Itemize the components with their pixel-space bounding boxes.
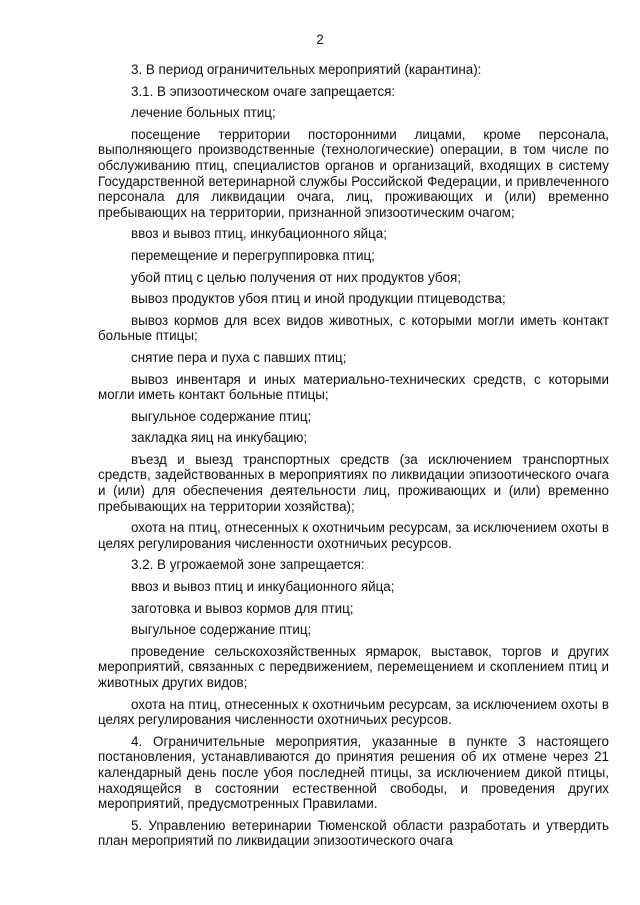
paragraph-item: проведение сельскохозяйственных ярмарок, выставок, торгов и других мероприятий, связанных с передвижением, перемещением и скоплением птиц и животных других видов; (98, 643, 609, 690)
paragraph-section-3-2-heading: 3.2. В угрожаемой зоне запрещается: (131, 557, 365, 573)
paragraph-item: вывоз кормов для всех видов животных, с которыми могли иметь контакт больные птицы; (98, 312, 609, 344)
paragraph-item: закладка яиц на инкубацию; (131, 430, 308, 446)
paragraph-item: снятие пера и пуха с павших птиц; (131, 349, 347, 365)
paragraph-section-4: 4. Ограничительные мероприятия, указанные в пункте 3 настоящего постановления, устанавливаются до принятия решения об их отмене через 21 календарный день после убоя последней птицы, за исключением дикой птицы, находящейся в состоянии естественной свободы, и проведения других мероприятий, предусмотренных Правилами. (98, 733, 609, 812)
page-number: 2 (316, 32, 324, 47)
paragraph-item: охота на птиц, отнесенных к охотничьим ресурсам, за исключением охоты в целях регулирования численности охотничьих ресурсов. (98, 696, 609, 728)
paragraph-item: выгульное содержание птиц; (131, 622, 312, 638)
paragraph-item: вывоз инвентаря и иных материально-технических средств, с которыми могли иметь контакт больные птицы; (98, 371, 609, 403)
paragraph-item: охота на птиц, отнесенных к охотничьим ресурсам, за исключением охоты в целях регулирования численности охотничьих ресурсов. (98, 520, 609, 551)
paragraph-item: посещение территории посторонними лицами, кроме персонала, выполняющего производственные (технологические) операции, в том числе по обслуживанию птиц, специалистов органов и организаций, входящих в систему Государственной ветеринарной службы Российской Федерации, и привлеченного персонала для ликвидации очага, лиц, проживающих и (или) временно пребывающих на территории, признанной эпизоотическим очагом; (98, 126, 609, 220)
document-body (98, 62, 609, 855)
paragraph-section-3-heading: 3. В период ограничительных мероприятий (карантина): (131, 62, 482, 77)
paragraph-item: перемещение и перегруппировка птиц; (131, 247, 375, 263)
paragraph-item: убой птиц с целью получения от них продуктов убоя; (131, 269, 461, 285)
paragraph-item: заготовка и вывоз кормов для птиц; (131, 600, 354, 616)
paragraph-item: вывоз продуктов убоя птиц и иной продукции птицеводства; (131, 291, 506, 307)
paragraph-section-5: 5. Управлению ветеринарии Тюменской области разработать и утвердить план мероприятий по ликвидации эпизоотического очага (98, 817, 609, 849)
paragraph-section-3-1-heading: 3.1. В эпизоотическом очаге запрещается: (131, 83, 396, 99)
paragraph-item: ввоз и вывоз птиц, инкубационного яйца; (131, 226, 387, 242)
paragraph-item: въезд и выезд транспортных средств (за исключением транспортных средств, задействованных в мероприятиях по ликвидации эпизоотического очага и (или) для обеспечения деятельности лиц, проживающих и (или) временно пребывающих на территории хозяйства); (98, 451, 609, 514)
paragraph-item: лечение больных птиц; (131, 105, 276, 121)
paragraph-item: ввоз и вывоз птиц и инкубационного яйца; (131, 579, 395, 595)
paragraph-item: выгульное содержание птиц; (131, 408, 312, 424)
